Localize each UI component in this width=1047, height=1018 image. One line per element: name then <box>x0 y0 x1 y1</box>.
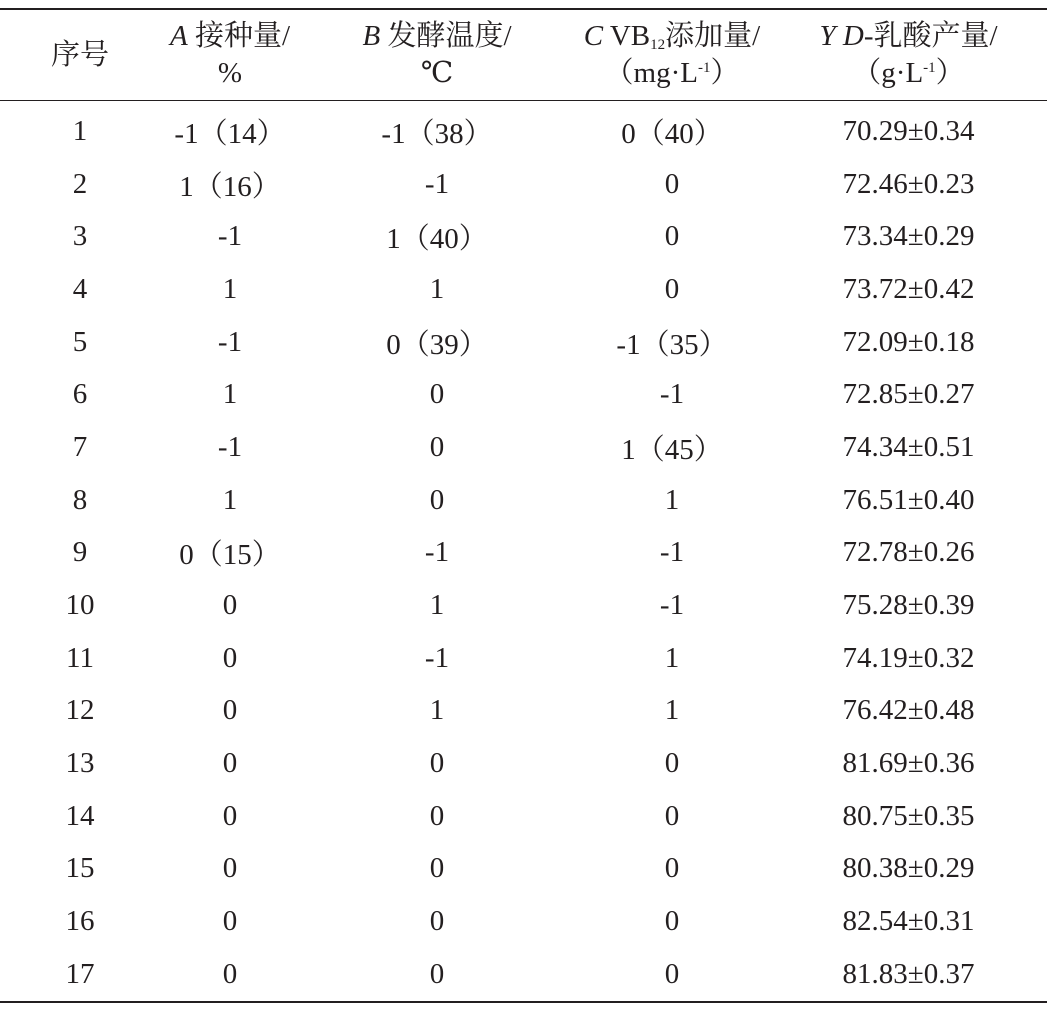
header-inoculum-unit: % <box>217 57 243 89</box>
cell-c: 0 <box>664 957 680 990</box>
cell-y: 72.09±0.18 <box>842 325 975 358</box>
header-temperature-name: B 发酵温度/ <box>362 20 512 52</box>
cell-a: 1 <box>222 272 238 305</box>
cell-a: 0 <box>222 589 238 622</box>
box-behnken-results-table <box>0 8 1047 1003</box>
cell-a: -1 <box>217 430 243 463</box>
cell-b: 1 <box>429 589 445 622</box>
cell-seq: 7 <box>72 430 88 463</box>
cell-y: 75.28±0.39 <box>842 589 975 622</box>
cell-b: 0（39） <box>386 328 488 361</box>
cell-b: 0 <box>429 483 445 516</box>
cell-seq: 9 <box>72 536 88 569</box>
cell-b: 1（40） <box>386 223 488 256</box>
cell-b: 0 <box>429 852 445 885</box>
cell-a: 1 <box>222 378 238 411</box>
cell-b: 1 <box>429 272 445 305</box>
cell-c: 1 <box>664 483 680 516</box>
header-yield-name: Y D-乳酸产量/ <box>819 20 998 52</box>
cell-c: 1（45） <box>621 433 723 466</box>
cell-y: 74.34±0.51 <box>842 430 975 463</box>
cell-seq: 6 <box>72 378 88 411</box>
cell-a: 0（15） <box>179 539 281 572</box>
cell-seq: 1 <box>72 114 88 147</box>
cell-c: -1（35） <box>616 328 728 361</box>
cell-y: 73.72±0.42 <box>842 272 975 305</box>
cell-c: 0 <box>664 905 680 938</box>
cell-seq: 2 <box>72 167 88 200</box>
table-row <box>0 843 1047 896</box>
cell-a: -1（14） <box>174 117 286 150</box>
cell-y: 76.51±0.40 <box>842 483 975 516</box>
cell-seq: 10 <box>65 589 95 622</box>
cell-a: 0 <box>222 799 238 832</box>
cell-b: 0 <box>429 905 445 938</box>
table-row <box>0 316 1047 369</box>
cell-c: -1 <box>659 536 685 569</box>
cell-seq: 15 <box>65 852 95 885</box>
cell-c: 1 <box>664 694 680 727</box>
table-row <box>0 210 1047 263</box>
cell-c: 0 <box>664 799 680 832</box>
table-row <box>0 101 1047 158</box>
table-row <box>0 421 1047 474</box>
header-inoculum-name: A 接种量/ <box>169 20 291 52</box>
cell-y: 82.54±0.31 <box>842 905 975 938</box>
table-header <box>0 9 1047 101</box>
cell-c: 0 <box>664 272 680 305</box>
cell-y: 73.34±0.29 <box>842 220 975 253</box>
cell-y: 80.38±0.29 <box>842 852 975 885</box>
cell-b: 0 <box>429 957 445 990</box>
table-row <box>0 737 1047 790</box>
cell-y: 76.42±0.48 <box>842 694 975 727</box>
cell-c: 0 <box>664 167 680 200</box>
cell-b: 1 <box>429 694 445 727</box>
cell-y: 80.75±0.35 <box>842 799 975 832</box>
cell-b: 0 <box>429 799 445 832</box>
cell-b: -1 <box>424 536 450 569</box>
table-row <box>0 158 1047 211</box>
cell-y: 81.83±0.37 <box>842 957 975 990</box>
cell-c: -1 <box>659 378 685 411</box>
cell-a: 1 <box>222 483 238 516</box>
cell-a: 1（16） <box>179 170 281 203</box>
cell-c: 0 <box>664 747 680 780</box>
header-temperature <box>300 9 574 101</box>
cell-a: 0 <box>222 852 238 885</box>
experiment-table-container <box>0 8 1047 1003</box>
cell-seq: 16 <box>65 905 95 938</box>
cell-seq: 8 <box>72 483 88 516</box>
cell-b: -1 <box>424 167 450 200</box>
table-row <box>0 368 1047 421</box>
cell-y: 72.46±0.23 <box>842 167 975 200</box>
table-row <box>0 263 1047 316</box>
cell-b: -1（38） <box>381 117 493 150</box>
table-row <box>0 579 1047 632</box>
cell-y: 81.69±0.36 <box>842 747 975 780</box>
header-inoculum <box>160 9 300 101</box>
header-vb12-name: C $VB_{12}$添加量/ <box>583 20 761 53</box>
cell-seq: 3 <box>72 220 88 253</box>
table-row <box>0 948 1047 1002</box>
cell-b: -1 <box>424 641 450 674</box>
cell-c: 0 <box>664 220 680 253</box>
cell-c: 0（40） <box>621 117 723 150</box>
header-vb12-unit: $(mg\cdot L^{-1})$ <box>604 57 740 89</box>
cell-a: 0 <box>222 747 238 780</box>
cell-a: -1 <box>217 220 243 253</box>
cell-y: 70.29±0.34 <box>842 114 975 147</box>
table-row <box>0 895 1047 948</box>
header-row <box>0 9 1047 101</box>
cell-a: 0 <box>222 641 238 674</box>
header-yield-unit: $(g\cdot L^{-1})$ <box>852 57 965 89</box>
table-row <box>0 474 1047 527</box>
cell-c: 0 <box>664 852 680 885</box>
header-vb12 <box>574 9 770 101</box>
cell-seq: 17 <box>65 957 95 990</box>
cell-y: 72.78±0.26 <box>842 536 975 569</box>
header-temperature-unit: ℃ <box>420 57 454 89</box>
cell-a: 0 <box>222 905 238 938</box>
cell-seq: 12 <box>65 694 95 727</box>
cell-seq: 11 <box>66 641 94 674</box>
cell-seq: 5 <box>72 325 88 358</box>
cell-b: 0 <box>429 378 445 411</box>
cell-a: 0 <box>222 957 238 990</box>
cell-b: 0 <box>429 430 445 463</box>
cell-c: 1 <box>664 641 680 674</box>
cell-y: 72.85±0.27 <box>842 378 975 411</box>
cell-y: 74.19±0.32 <box>842 641 975 674</box>
table-row <box>0 527 1047 580</box>
cell-b: 0 <box>429 747 445 780</box>
cell-seq: 13 <box>65 747 95 780</box>
header-yield <box>770 9 1047 101</box>
table-row <box>0 632 1047 685</box>
cell-a: -1 <box>217 325 243 358</box>
table-body <box>0 101 1047 1002</box>
table-row <box>0 790 1047 843</box>
cell-seq: 14 <box>65 799 95 832</box>
table-row <box>0 685 1047 738</box>
cell-seq: 4 <box>72 272 88 305</box>
cell-a: 0 <box>222 694 238 727</box>
cell-c: -1 <box>659 589 685 622</box>
header-seq: 序号 <box>50 38 109 71</box>
